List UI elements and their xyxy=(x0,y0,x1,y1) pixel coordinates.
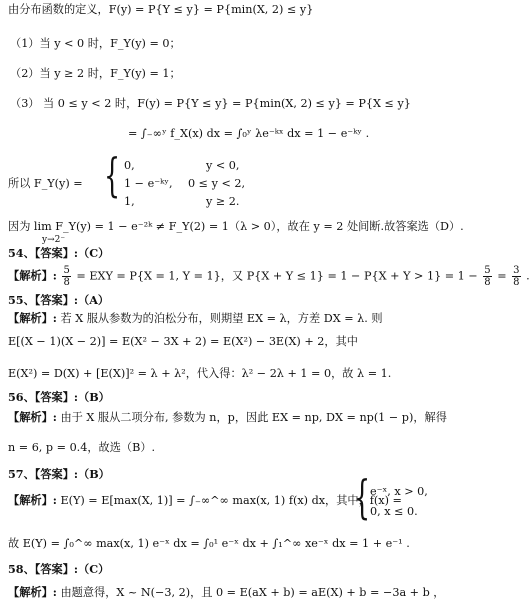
brace-icon: { xyxy=(104,148,121,202)
piecewise-condition: y < 0, xyxy=(206,159,240,172)
text-line: 故 E(Y) = ∫₀^∞ max(x, 1) e⁻ˣ dx = ∫₀¹ e⁻ˣ dx + ∫₁^∞ xe⁻ˣ dx = 1 + e⁻¹ . xyxy=(8,537,410,550)
piecewise-value: 1 − e⁻ᵏʸ, xyxy=(124,177,173,190)
answer-heading: 56、【答案】:（B） xyxy=(8,390,110,404)
piecewise-line: 0, x ≤ 0. xyxy=(370,505,418,518)
text-line: E(X²) = D(X) + [E(X)]² = λ + λ²，代入得：λ² − 2λ + 1 = 0，故 λ = 1. xyxy=(8,367,392,380)
answer-heading: 58、【答案】:（C） xyxy=(8,562,110,576)
solution-label: 【解析】: xyxy=(8,410,57,424)
text-line: n = 6, p = 0.4，故选（B）. xyxy=(8,441,156,454)
piecewise-value: 1, xyxy=(124,195,135,208)
text-line: E[(X − 1)(X − 2)] = E(X² − 3X + 2) = E(X²) − 3E(X) + 2，其中 xyxy=(8,335,358,348)
piecewise-condition: 0 ≤ y < 2, xyxy=(188,177,246,190)
solution-label: 【解析】: xyxy=(8,585,57,599)
limit-subscript: y→2⁻ xyxy=(42,235,66,245)
text-line: （3） 当 0 ≤ y < 2 时，F(y) = P{Y ≤ y} = P{min(X, 2) ≤ y} = P{X ≤ y} xyxy=(10,97,411,110)
solution-text: = EXY = P{X = 1, Y = 1}，又 P{X + Y ≤ 1} = 1 − P{X + Y > 1} = 1 − xyxy=(76,269,478,283)
text-line: （1）当 y < 0 时，F_Y(y) = 0； xyxy=(10,37,181,50)
solution-label: 【解析】: xyxy=(8,311,57,325)
piecewise-line: e⁻ˣ, x > 0, xyxy=(370,485,428,498)
solution-label: 【解析】: xyxy=(8,493,57,507)
solution-text: 若 X 服从参数为的泊松分布，则期望 EX = λ，方差 DX = λ. 则 xyxy=(60,312,383,325)
text-line: （2）当 y ≥ 2 时，F_Y(y) = 1； xyxy=(10,67,181,80)
solution-text: 由题意得，X ~ N(−3, 2)，且 0 = E(aX + b) = aE(X) + b = −3a + b ， xyxy=(60,586,445,599)
piecewise-value: 0, xyxy=(124,159,135,172)
solution-line xyxy=(8,310,432,327)
text-line: 由分布函数的定义，F(y) = P{Y ≤ y} = P{min(X, 2) ≤ y} xyxy=(8,3,314,16)
answer-heading: 57、【答案】:（B） xyxy=(8,467,110,481)
solution-label: 【解析】: xyxy=(8,268,57,283)
solution-text: 由于 X 服从二项分布, 参数为 n，p，因此 EX = np, DX = np(1 − p)，解得 xyxy=(60,411,447,424)
solution-line xyxy=(8,409,447,426)
answer-heading: 54、【答案】:（C） xyxy=(8,246,110,260)
fraction: $\frac{3}{8}$ xyxy=(513,265,520,288)
text-line: 因为 lim F_Y(y) = 1 − e⁻²ᵏ ≠ F_Y(2) = 1（λ > 0），故在 y = 2 处间断.故答案选（D）. xyxy=(8,220,464,233)
solution-line xyxy=(8,584,445,601)
text-line: = ∫₋∞ʸ f_X(x) dx = ∫₀ʸ λe⁻ᵏˣ dx = 1 − e⁻ᵏʸ . xyxy=(128,127,370,140)
fraction: $\frac{5}{8}$ xyxy=(63,265,70,288)
text-line: 所以 F_Y(y) = xyxy=(8,177,83,190)
solution-text: E(Y) = E[max(X, 1)] = ∫₋∞^∞ max(x, 1) f(x) dx，其中，f(x) = xyxy=(60,494,402,507)
fraction: $\frac{5}{8}$ xyxy=(484,265,491,288)
brace-icon: { xyxy=(354,470,371,524)
solution-line xyxy=(8,492,402,509)
solution-line: 【解析】: $\frac{5}{8}$ = EXY = P{X = 1, Y = 1}，又 P{X + Y ≤ 1} = 1 − P{X + Y > 1} = 1 − $\frac{5}{8}$ = $\frac{3}{8}$ . xyxy=(8,265,530,288)
answer-heading: 55、【答案】:（A） xyxy=(8,293,110,307)
piecewise-condition: y ≥ 2. xyxy=(206,195,240,208)
